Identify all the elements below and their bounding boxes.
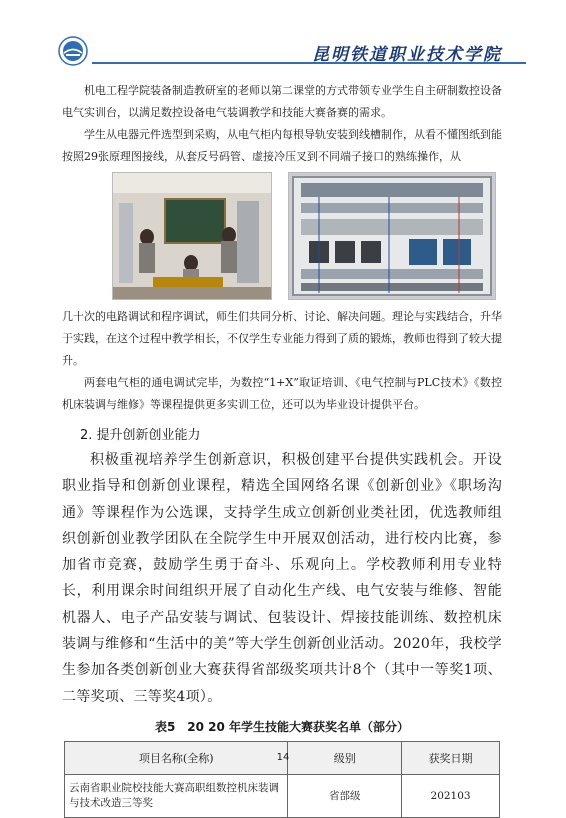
page-header bbox=[52, 30, 526, 70]
page-number: 14 bbox=[276, 752, 290, 763]
page-content bbox=[62, 80, 502, 818]
section-paragraph: 积极重视培养学生创新意识，积极创建平台提供实践机会。开设职业指导和创新创业课程，精选全国网络名课《创新创业》《职场沟通》等课程作为公选课，支持学生成立创新创业类社团，优选教师组织创新创业教学团队在全院学生中开展双创活动，进行校内比赛，参加省市竞赛，鼓励学生勇于奋斗、乐观向上。学校教师利用专业特长，利用课余时间组织开展了自动化生产线、电气安装与维修、智能机器人、电子产品安装与调试、包装设计、焊接技能训练、数控机床装调与维修和“生活中的美”等大学生创新创业活动。2020年，我校学生参加各类创新创业大赛获得省部级奖项共计8个（其中一等奖1项、二等奖项、三等奖4项）。 bbox=[62, 452, 502, 705]
paragraph-3: 几十次的电路调试和程序调试，师生们共同分析、讨论、解决问题。理论与实践结合，升华于实践，在这个过程中教学相长，不仅学生专业能力得到了质的锻炼，教师也得到了较大提升。 bbox=[62, 310, 502, 367]
paragraph-2: 学生从电器元件选型到采购，从电气柜内每根导轨安装到线槽制作，从看不懂图纸到能按照29张原理图接线，从套反号码管、虚接冷压叉到不同端子接口的熟练操作，从 bbox=[62, 128, 502, 163]
section-heading: 2. 提升创新创业能力 bbox=[80, 428, 201, 443]
paragraph-4: 两套电气柜的通电调试完毕，为数控“1+X”取证培训、《电气控制与PLC技术》《数控机床装调与维修》等课程提供更多实训工位，还可以为毕业设计提供平台。 bbox=[62, 376, 502, 411]
school-emblem-icon bbox=[58, 36, 88, 66]
school-name: 昆明铁道职业技术学院 bbox=[312, 45, 502, 65]
paragraph-1: 机电工程学院装备制造教研室的老师以第二课堂的方式带领专业学生自主研制数控设备电气实训台，以满足数控设备电气装调教学和技能大赛备赛的需求。 bbox=[62, 84, 502, 119]
workshop-photo bbox=[112, 172, 272, 300]
table-header-cell: 获奖日期 bbox=[402, 741, 500, 774]
table-header-cell: 级别 bbox=[288, 741, 402, 774]
photo-row bbox=[112, 172, 502, 300]
table-cell: 202103 bbox=[402, 774, 500, 817]
cabinet-wiring-photo bbox=[288, 172, 496, 300]
table-cell: 云南省职业院校技能大赛高职组数控机床装调与技术改造三等奖 bbox=[65, 774, 288, 817]
table-cell: 省部级 bbox=[288, 774, 402, 817]
table-header-cell: 项目名称(全称) bbox=[65, 741, 288, 774]
table-row bbox=[65, 774, 500, 817]
table-title: 表5 20 20 年学生技能大赛获奖名单（部分） bbox=[154, 719, 410, 734]
